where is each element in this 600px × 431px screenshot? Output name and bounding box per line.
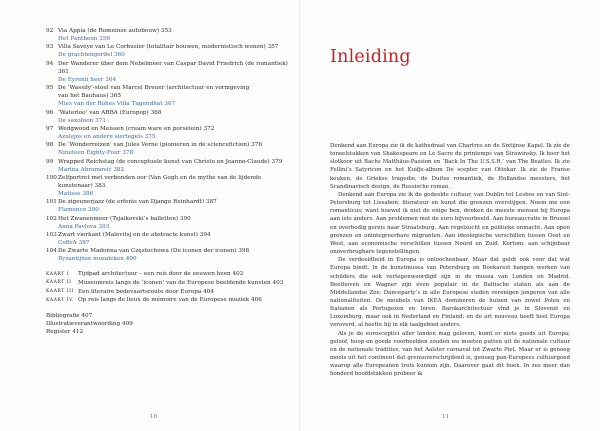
toc-entry-text bbox=[58, 149, 296, 157]
toc-entry-line: Het Zwanenmeer (Tsjaikovski’s balletten) 390 bbox=[58, 215, 191, 222]
toc-entry-line: Zelfportret met verbonden oor (Van Gogh en de mythe van de lijdende bbox=[58, 174, 262, 181]
toc-map-label: KAART II bbox=[46, 280, 72, 286]
toc-subentry bbox=[46, 117, 296, 125]
intro-paragraph: Denkend aan Europa zie ik de gedeelde cultuur, van Dublin tot Lesbos en van Sint-Petersburg tot Lissabon; literatuur en kunst die grenzen overstijgen. Noem me een romanticus; want hoewel ik niet de enige ben, denken de meeste mensen bij Europa aan iets anders. Aan problemen met de euro bijvoorbeeld. Aan bureaucratie in Brussel en overbodig gereis naar Straatsburg. Aan regelzucht en politieke onmacht. Aan open grenzen en onintegreerbare migranten. Aan ideologische verschillen tussen Oost en West, aan economische verschillen tussen Noord en Zuid. Kortom: aan schijnbaar onoverbrugbare tegenstellingen. bbox=[330, 191, 570, 256]
toc-entry-text bbox=[58, 247, 296, 255]
toc-entry-line: Villa Savoye van Le Corbusier (totalitair bouwen, modernistisch wonen) 357 bbox=[58, 44, 279, 51]
toc-entry-line: Azulejos en andere siertegels 375 bbox=[58, 134, 156, 141]
toc-entry-number bbox=[46, 239, 58, 247]
table-of-contents bbox=[46, 27, 296, 336]
toc-entry-number bbox=[46, 51, 58, 59]
intro-paragraph: Als je de eurosceptici aller landen mag geloven, komt er niets goeds uit Europa; geloof, hoop en goede voorbeelden zouden we moeten putten uit de nationale cultuur en de nationale tradities, van het Aalster carnaval tot Zwarte Piet. Maar er is genoeg moois uit het continent dat grensoverschrijdend is, genoeg pan-Europees cultuurgoed waarop alle Europeanen trots kunnen zijn. Daarover gaat dit boek. In zes meer dan honderd hoofdstukken probeer ik bbox=[330, 330, 570, 378]
toc-entry-number: 101 bbox=[46, 199, 57, 206]
toc-entry-text bbox=[58, 133, 296, 141]
page-number-right: 11 bbox=[442, 414, 449, 420]
toc-subentry bbox=[46, 149, 296, 157]
toc-entry-number: 98 bbox=[46, 142, 54, 149]
toc-entry-line: Mies van der Rohes Villa Tugendhat 367 bbox=[58, 101, 176, 108]
toc-entry-line: kunstenaar) 383 bbox=[58, 182, 106, 189]
toc-entry-text bbox=[58, 35, 296, 43]
toc-entry bbox=[46, 215, 296, 223]
toc-entry-line: De ‘Wassily’-stoel van Marcel Breuer (architectuur en vormgeving bbox=[58, 85, 250, 92]
toc-entry-number: 96 bbox=[46, 109, 54, 116]
toc-entry-number: 100 bbox=[46, 174, 57, 181]
toc-entry-line: Zwart vierkant (Malevitsj en de abstracte kunst) 394 bbox=[58, 231, 211, 238]
toc-entry-number: 94 bbox=[46, 60, 54, 67]
toc-entry-text bbox=[58, 100, 296, 108]
toc-entry-text bbox=[58, 60, 296, 76]
toc-entry-line: Via Appia (de Romeinse autobouw) 353 bbox=[58, 28, 172, 34]
toc-entry-line: Byzantijnse mozaïeken 400 bbox=[58, 256, 137, 263]
toc-entry bbox=[46, 231, 296, 239]
toc-entry-line: Het Pantheon 356 bbox=[58, 36, 111, 43]
toc-entry-number: 104 bbox=[46, 248, 57, 255]
intro-body bbox=[330, 142, 570, 379]
toc-entry-number bbox=[46, 133, 58, 141]
toc-entry-text bbox=[58, 125, 296, 133]
toc-entry-number bbox=[46, 255, 58, 263]
toc-entry-line: Matisse 386 bbox=[58, 191, 94, 198]
toc-subentry bbox=[46, 133, 296, 141]
toc-entry-number: 103 bbox=[46, 231, 57, 238]
toc-subentry bbox=[46, 35, 296, 43]
toc-entry bbox=[46, 125, 296, 133]
toc-entry-line: De saxofoon 371 bbox=[58, 117, 106, 124]
toc-subentry bbox=[46, 190, 296, 198]
toc-entry-text bbox=[58, 117, 296, 125]
toc-entry-line: De ‘Wonderreizen’ van Jules Verne (pionieren in de sciencefiction) 376 bbox=[58, 142, 262, 149]
toc-entry bbox=[46, 247, 296, 255]
toc-entry-text bbox=[58, 174, 296, 190]
toc-entry-line: De Zwarte Madonna van Częstochowa (De iconen der iconen) 398 bbox=[58, 248, 250, 255]
toc-subentry bbox=[46, 166, 296, 174]
toc-entry-number: 93 bbox=[46, 44, 54, 51]
toc-subentry bbox=[46, 255, 296, 263]
toc-entry-text bbox=[58, 43, 296, 51]
toc-entry-number: 92 bbox=[46, 28, 54, 34]
toc-subentry bbox=[46, 51, 296, 59]
toc-map-text: Op reis langs de lieux de mémoire van de Europese muziek 406 bbox=[78, 297, 262, 304]
toc-map-text: Museumreis langs de ‘iconen’ van de Europese beeldende kunsten 403 bbox=[78, 279, 284, 286]
chapter-title: Inleiding bbox=[330, 47, 411, 67]
toc-entry-number: 95 bbox=[46, 85, 54, 92]
toc-entry-text bbox=[58, 215, 296, 223]
toc-entry-text bbox=[58, 141, 296, 149]
toc-entry-number bbox=[46, 117, 58, 125]
intro-paragraph: Denkend aan Europa zie ik de kathedraal van Chartres en de Sixtijnse Kapel. Ik zie de toneelstukken van Shakespeare en Le Sacre du printemps van Strawinsky. Ik hoor het slotkoor uit Bachs Matthäus-Passion en ‘Back In The U.S.S.R.’ van The Beatles. Ik zie Fellini’s Satyricon en het Kuifje-album De scepter van Ottokar. Ik zie de Franse keuken, de Griekse tragedie, de Duitse romantiek, de Hollandse meesters, het Scandinavisch design, de Russische roman. bbox=[330, 143, 570, 190]
toc-entry bbox=[46, 174, 296, 190]
toc-tail-entry: Register 412 bbox=[46, 328, 84, 335]
toc-entry bbox=[46, 27, 296, 35]
toc-entry-line: Marina Abramović 382 bbox=[58, 166, 125, 173]
toc-entry-number bbox=[46, 166, 58, 174]
toc-subentry bbox=[46, 100, 296, 108]
toc-entry bbox=[46, 198, 296, 206]
toc-entry-text bbox=[58, 223, 296, 231]
toc-entry-number: 99 bbox=[46, 158, 54, 165]
toc-entry-text bbox=[58, 231, 296, 239]
toc-map-label: KAART IV bbox=[46, 297, 73, 303]
toc-entry-line: ‘Waterloo’ van ABBA (Europop) 368 bbox=[58, 109, 162, 116]
toc-entry bbox=[46, 141, 296, 149]
toc-entry-line: van het Bauhaus) 365 bbox=[58, 93, 121, 100]
toc-tail-entry: Bibliografie 407 bbox=[46, 312, 93, 319]
toc-entry-line: Nineteen Eighty-Four 378 bbox=[58, 150, 134, 157]
toc-entry-line: Der Wanderer über dem Nebelmeer van Caspar David Friedrich (de romantiek) 361 bbox=[58, 60, 288, 75]
toc-entry-number bbox=[46, 149, 58, 157]
toc-entry bbox=[46, 60, 296, 76]
toc-entry-line: De grachtengordel 360 bbox=[58, 52, 125, 59]
toc-entry-text bbox=[58, 166, 296, 174]
toc-entry-number bbox=[46, 206, 58, 214]
toc-entry bbox=[46, 84, 296, 100]
toc-map-entry bbox=[46, 288, 296, 297]
toc-entry-text bbox=[58, 190, 296, 198]
toc-entry-number: 97 bbox=[46, 125, 54, 132]
toc-tail-entry: Illustratieverantwoording 409 bbox=[46, 320, 133, 327]
toc-subentry bbox=[46, 223, 296, 231]
toc-entry bbox=[46, 43, 296, 51]
toc-entry-number: 102 bbox=[46, 215, 57, 222]
toc-entry bbox=[46, 109, 296, 117]
toc-entry-line: CoBrA 397 bbox=[58, 240, 90, 247]
toc-entry-text bbox=[58, 109, 296, 117]
toc-map-entry bbox=[46, 279, 296, 288]
toc-entry-text bbox=[58, 76, 296, 84]
toc-entry-text bbox=[58, 198, 296, 206]
page-number-left: 10 bbox=[150, 414, 157, 420]
toc-map-label: KAART I bbox=[46, 271, 70, 277]
toc-map-entry bbox=[46, 296, 296, 305]
toc-entry-number bbox=[46, 35, 58, 43]
toc-entry bbox=[46, 158, 296, 166]
toc-entry-text bbox=[58, 255, 296, 263]
toc-entry-number bbox=[46, 190, 58, 198]
toc-map-text: Tijdpad architectuur – een reis door de eeuwen heen 402 bbox=[78, 271, 244, 278]
toc-entry-text bbox=[58, 158, 296, 166]
toc-subentry bbox=[46, 206, 296, 214]
toc-entry-line: Anna Pavlova 393 bbox=[58, 223, 110, 230]
toc-entry-line: De Eyrenii heer 364 bbox=[58, 76, 117, 83]
toc-entry-line: Wrapped Reichstag (de conceptuele kunst van Christo en Jeanne-Claude) 379 bbox=[58, 158, 283, 165]
toc-entry-text bbox=[58, 51, 296, 59]
toc-entry-text bbox=[58, 84, 296, 100]
toc-entry-text bbox=[58, 206, 296, 214]
toc-map-entry bbox=[46, 270, 296, 279]
toc-entry-text bbox=[58, 239, 296, 247]
toc-entry-line: De zigeunerjazz (de erfenis van Django Reinhardt) 387 bbox=[58, 199, 217, 206]
toc-map-text: Een literaire bedevaartsroute door Europa 404 bbox=[78, 288, 214, 295]
toc-entry-number bbox=[46, 100, 58, 108]
toc-map-label: KAART III bbox=[46, 289, 74, 295]
toc-entry-number bbox=[46, 76, 58, 84]
toc-entry-line: Flamenco 390 bbox=[58, 207, 99, 214]
intro-paragraph: De verdeeldheid in Europa is onloochenbaar. Maar dat geldt ook voor dat wat Europa bindt. In de kunstmusea van Petersburg en Boekarest hangen werken van schilders die ook vertegenwoordigd zijn in de musea van Londen en Madrid. Beethoven en Wagner zijn even populair in de Baltische staten als aan de Middellandse Zee. Danceparty’s in alle Europese steden verenigen jongeren van alle nationaliteiten. De meubels van IKEA domineren de huizen van zowel Polen en Italianen als Portugezen en Ieren. Barokarchitectuur vind je in Slovenië en Luxemburg, maar ook in Nederland en Finland; en de art nouveau heeft heel Europa veroverd, al heette hij in elk taalgebied anders. bbox=[330, 257, 570, 329]
toc-entry-number bbox=[46, 223, 58, 231]
toc-subentry bbox=[46, 239, 296, 247]
toc-entry-text bbox=[58, 27, 296, 35]
toc-subentry bbox=[46, 76, 296, 84]
toc-entry-line: Wedgwood en Meissen (cream ware en porselein) 372 bbox=[58, 125, 215, 132]
